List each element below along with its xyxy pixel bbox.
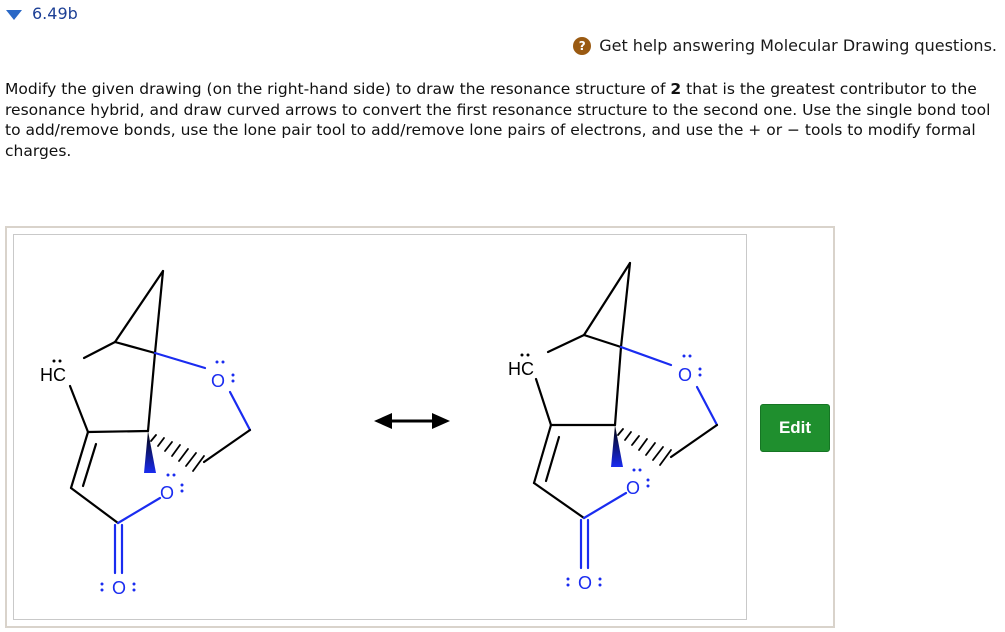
- bond: [230, 392, 250, 430]
- resonance-arrow: [374, 413, 450, 429]
- edit-button[interactable]: Edit: [760, 404, 830, 452]
- help-link[interactable]: [573, 36, 997, 55]
- collapse-triangle-icon[interactable]: [6, 10, 22, 20]
- bond: [118, 498, 160, 523]
- carbonyl-oxygen-label: O: [112, 578, 127, 598]
- bond: [115, 342, 155, 353]
- bond: [615, 347, 621, 425]
- bond: [83, 444, 96, 486]
- bond: [548, 335, 584, 352]
- lactone-oxygen-label: O: [160, 483, 175, 503]
- bond: [671, 425, 717, 457]
- instructions-part1: Modify the given drawing (on the right-hand side) to draw the resonance structure of: [5, 80, 671, 98]
- molecule-canvas[interactable]: [13, 234, 747, 620]
- left-structure: [40, 271, 250, 598]
- hashed-bond: [618, 429, 671, 465]
- bond: [534, 483, 584, 518]
- bond: [546, 437, 559, 481]
- bond: [148, 353, 155, 431]
- bond: [584, 335, 621, 347]
- help-link-text[interactable]: Get help answering Molecular Drawing questions.: [599, 36, 997, 55]
- hc-label: HC: [40, 365, 66, 385]
- ring-oxygen-label: O: [211, 371, 226, 391]
- question-icon: ?: [573, 37, 591, 55]
- bond: [70, 386, 88, 432]
- instructions-part2: that is the greatest contributor to the resonance hybrid, and draw curved arrows to convert the first resonance structure to the second one. Use the single bond tool to add/remove bonds, use the lone pair tool to add/remove lone pairs of electrons, and use the + or − tools to modify formal charges.: [5, 80, 991, 160]
- drawing-panel: [5, 226, 835, 628]
- bond: [697, 387, 717, 425]
- bond: [621, 347, 671, 365]
- molecule-drawing: [14, 235, 746, 619]
- right-structure: [508, 263, 717, 593]
- bond: [88, 431, 148, 432]
- bond: [71, 488, 118, 523]
- ring-oxygen-label: O: [678, 365, 693, 385]
- lactone-oxygen-label: O: [626, 478, 641, 498]
- bond: [115, 271, 163, 342]
- hashed-bond: [151, 435, 204, 471]
- lone-pair: [521, 354, 530, 357]
- carbonyl-oxygen-label: O: [578, 573, 593, 593]
- bond: [155, 353, 205, 368]
- section-title: 6.49b: [32, 4, 78, 23]
- question-instructions: [5, 79, 1000, 161]
- hc-label: HC: [508, 359, 534, 379]
- bond: [204, 430, 250, 462]
- bond: [584, 493, 626, 518]
- compound-number: 2: [670, 80, 682, 98]
- bond: [84, 342, 115, 358]
- bond: [536, 379, 551, 425]
- lone-pair: [53, 360, 62, 363]
- section-header[interactable]: [6, 4, 78, 23]
- bond: [155, 271, 163, 353]
